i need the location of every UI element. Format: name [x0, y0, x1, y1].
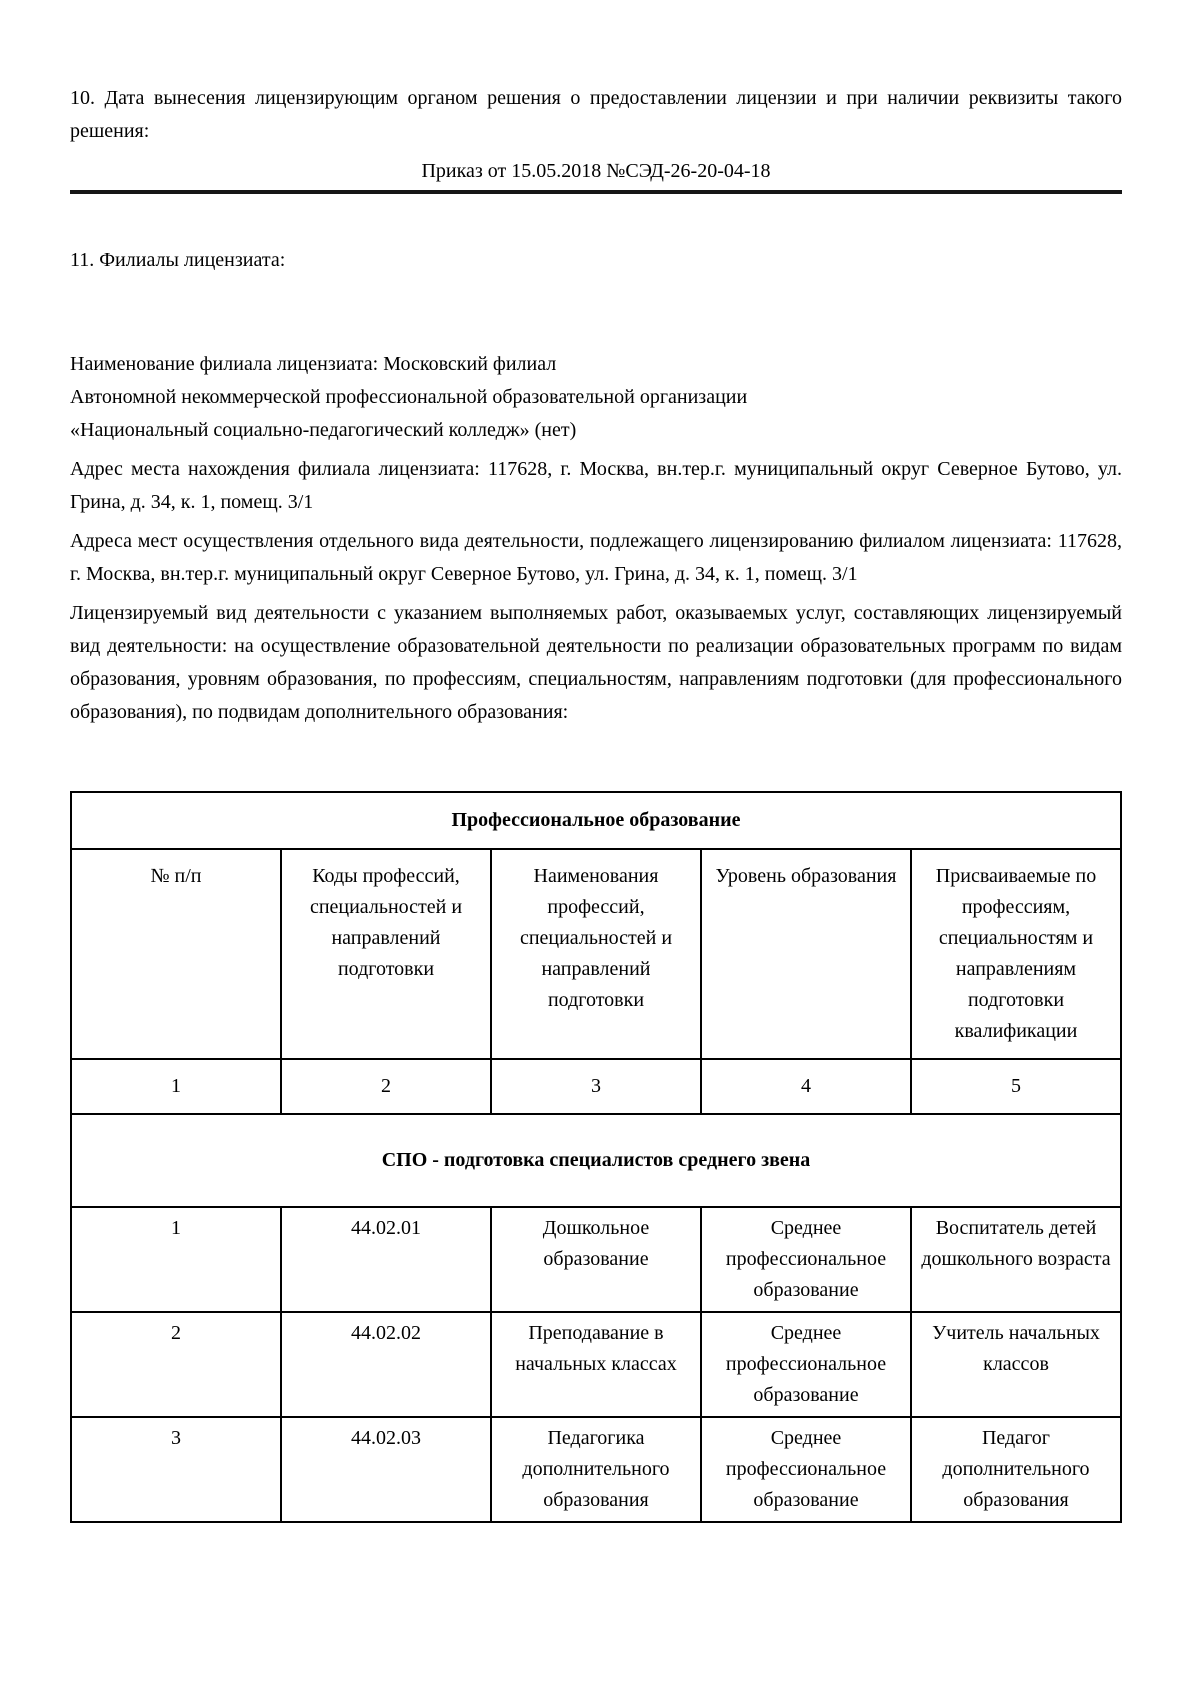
table-row [71, 1417, 1121, 1522]
cell-row-number: 2 [71, 1312, 281, 1417]
cell-level: Среднее профессиональное образование [701, 1312, 911, 1417]
column-number: 4 [701, 1059, 911, 1114]
column-number: 2 [281, 1059, 491, 1114]
cell-code: 44.02.02 [281, 1312, 491, 1417]
licensed-activity-paragraph: Лицензируемый вид деятельности с указанием выполняемых работ, оказываемых услуг, составляющих лицензируемый вид деятельности: на осуществление образовательной деятельности по реализации образовательных программ по видам образования, уровням образования, по профессиям, специальностям, направлениям подготовки (для профессионального образования), по подвидам дополнительного образования: [70, 602, 1122, 723]
professional-education-table [70, 791, 1122, 1523]
horizontal-rule [70, 190, 1122, 194]
cell-name: Педагогика дополнительного образования [491, 1417, 701, 1522]
cell-row-number: 1 [71, 1207, 281, 1312]
column-number: 5 [911, 1059, 1121, 1114]
table-row [71, 1207, 1121, 1312]
section-spo-label: СПО - подготовка специалистов среднего звена [71, 1114, 1121, 1207]
section11-heading: 11. Филиалы лицензиата: [70, 249, 286, 271]
cell-qualification: Воспитатель детей дошкольного возраста [911, 1207, 1121, 1312]
section10-paragraph: 10. Дата вынесения лицензирующим органом решения о предоставлении лицензии и при наличии реквизиты такого решения: [70, 87, 1122, 142]
column-number: 3 [491, 1059, 701, 1114]
branch-name-block [70, 348, 1122, 447]
column-header-level: Уровень образования [701, 849, 911, 1059]
cell-code: 44.02.03 [281, 1417, 491, 1522]
branch-name-line: «Национальный социально-педагогический колледж» (нет) [70, 419, 577, 441]
column-header-qualifications: Присваиваемые по профессиям, специальностям и направлениям подготовки квалификации [911, 849, 1121, 1059]
activity-addresses-paragraph: Адреса мест осуществления отдельного вида деятельности, подлежащего лицензированию филиалом лицензиата: 117628, г. Москва, вн.тер.г. муниципальный округ Северное Бутово, ул. Грина, д. 34, к. 1, помещ. 3/1 [70, 530, 1122, 585]
license-order-line: Приказ от 15.05.2018 №СЭД-26-20-04-18 [421, 160, 771, 182]
column-number: 1 [71, 1059, 281, 1114]
column-header-names: Наименования профессий, специальностей и направлений подготовки [491, 849, 701, 1059]
branch-name-line: Наименование филиала лицензиата: Московский филиал [70, 353, 557, 375]
table-title-row [71, 792, 1121, 849]
table-title: Профессиональное образование [71, 792, 1121, 849]
table-row [71, 1312, 1121, 1417]
branch-name-line: Автономной некоммерческой профессиональной образовательной организации [70, 386, 748, 408]
cell-qualification: Педагог дополнительного образования [911, 1417, 1121, 1522]
cell-row-number: 3 [71, 1417, 281, 1522]
table-header-row [71, 849, 1121, 1059]
cell-code: 44.02.01 [281, 1207, 491, 1312]
column-header-codes: Коды профессий, специальностей и направлений подготовки [281, 849, 491, 1059]
column-header-number: № п/п [71, 849, 281, 1059]
cell-name: Преподавание в начальных классах [491, 1312, 701, 1417]
cell-level: Среднее профессиональное образование [701, 1207, 911, 1312]
branch-address-paragraph: Адрес места нахождения филиала лицензиата: 117628, г. Москва, вн.тер.г. муниципальный округ Северное Бутово, ул. Грина, д. 34, к. 1, помещ. 3/1 [70, 458, 1122, 513]
cell-name: Дошкольное образование [491, 1207, 701, 1312]
column-numbers-row [71, 1059, 1121, 1114]
cell-qualification: Учитель начальных классов [911, 1312, 1121, 1417]
section-spo-row [71, 1114, 1121, 1207]
cell-level: Среднее профессиональное образование [701, 1417, 911, 1522]
